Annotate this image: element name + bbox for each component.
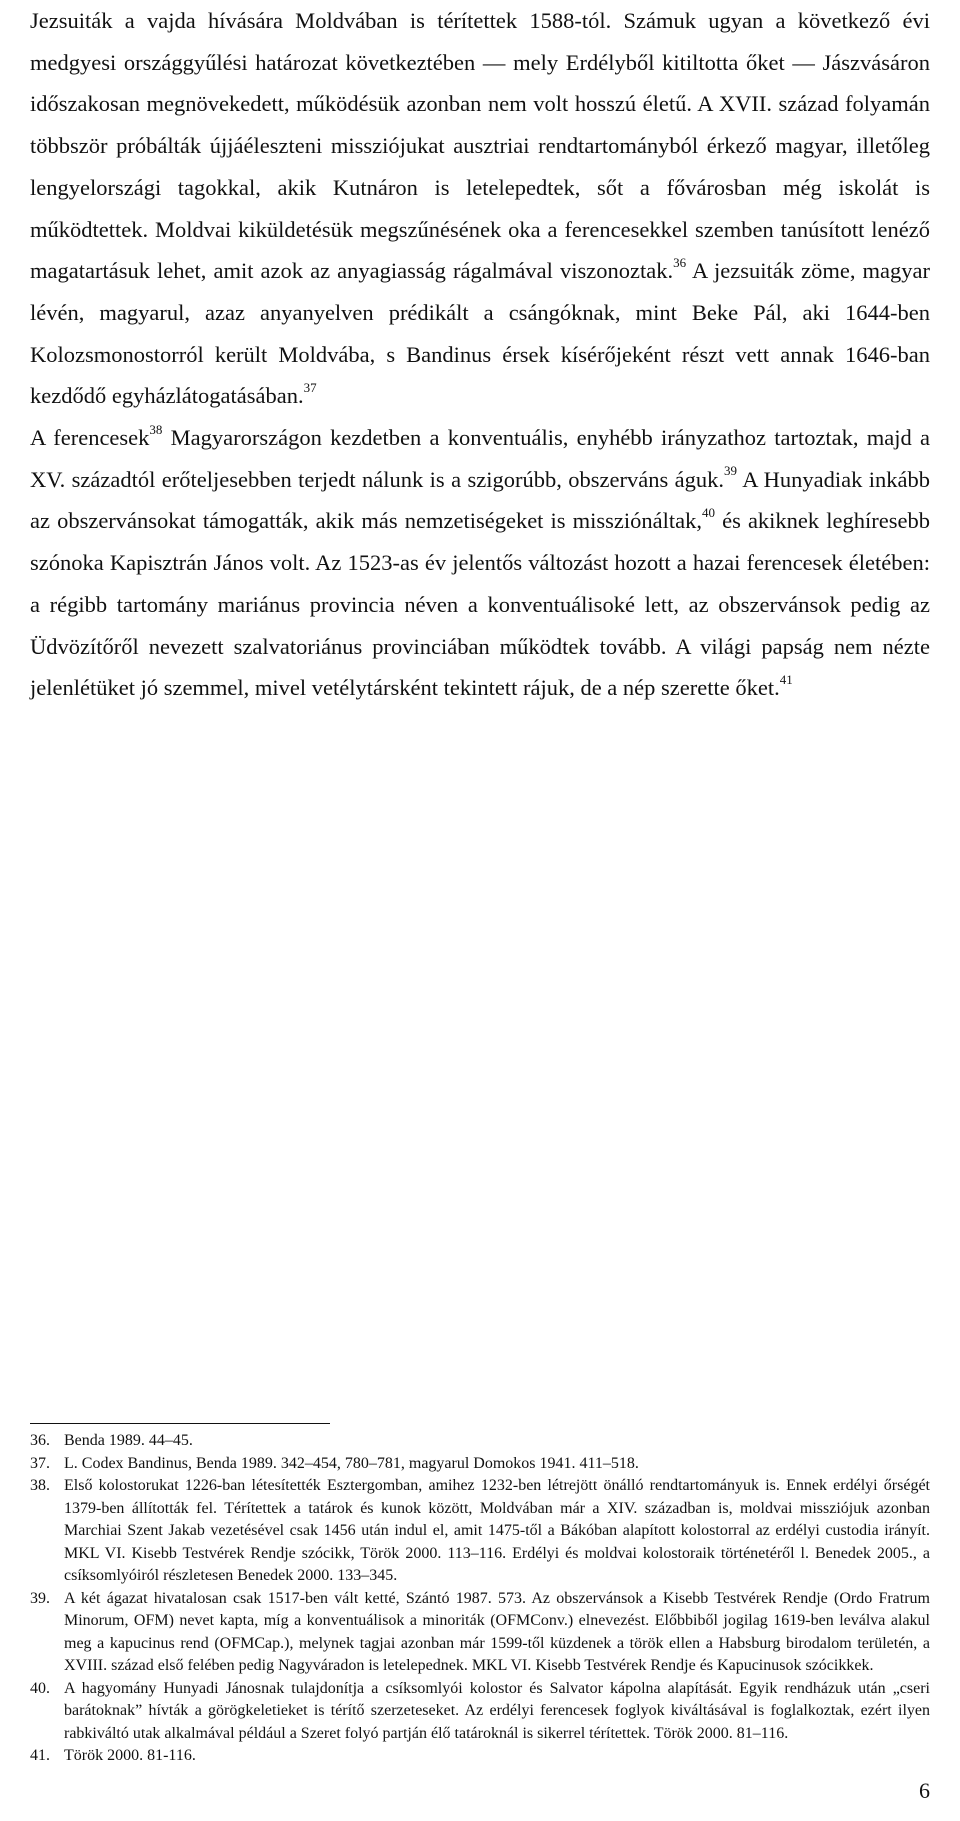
footnote-text: Első kolostorukat 1226-ban létesítették Esztergomban, amihez 1232-ben létrejött önálló rendtartományuk is. Ennek erdélyi őrségét 1379-ben állították fel. Térítettek a tatárok és kunok között, Moldvában már a XIV. században is, moldvai missziójuk azonban Marchiai Szent Jakab vezetésével csak 1456 után indul el, amit 1475-től a Bákóban alapított kolostorral az erdélyi custodia irányít. MKL VI. Kisebb Testvérek Rendje szócikk, Török 2000. 113–116. Erdélyi és moldvai kolostoraik történetéről l. Benedek 2005., a csíksomlyóiról részletesen Benedek 2000. 133–345.: [64, 1477, 930, 1584]
footnote-ref-39[interactable]: 39: [724, 463, 738, 479]
footnote-39: [30, 1588, 930, 1678]
footnote-separator: [30, 1423, 330, 1424]
paragraph-text: A jezsuiták zöme, magyar lévén, magyarul, azaz anyanyelven prédikált a csángóknak, mint Beke Pál, aki 1644-ben Kolozsmonostorról került Moldvába, s Bandinus érsek kísérőjeként részt vett annak 1646-ban kezdődő egyházlátogatásában.: [30, 258, 930, 409]
footnote-41: [30, 1745, 930, 1768]
footnote-text: Török 2000. 81-116.: [64, 1747, 196, 1764]
paragraph-jesuits: [30, 0, 930, 417]
footnote-ref-41[interactable]: 41: [779, 671, 793, 687]
footnote-number: 38.: [30, 1477, 50, 1494]
paragraph-franciscans: [30, 417, 930, 709]
footnote-ref-37[interactable]: 37: [303, 379, 317, 395]
footnote-37: [30, 1453, 930, 1476]
footnote-text: A hagyomány Hunyadi Jánosnak tulajdonítja a csíksomlyói kolostor és Salvator kápolna alapítását. Egyik rendházuk után „cseri barátoknak” hívták a görögkeletieket is térítő szerzeteseket. Az erdélyi ferencesek foglyok kiváltásával is foglalkoztak, ezért ilyen rabkiváltó utak alkalmával például a Szeret folyó partján élő tatároknál is sikerrel térítettek. Török 2000. 81–116.: [64, 1679, 930, 1742]
footnote-ref-40[interactable]: 40: [702, 504, 715, 520]
footnote-number: 36.: [30, 1432, 50, 1449]
footnote-40: [30, 1678, 930, 1746]
main-text: [30, 0, 930, 709]
page-number: 6: [919, 1778, 930, 1803]
footnote-text: A két ágazat hivatalosan csak 1517-ben vált ketté, Szántó 1987. 573. Az obszervánsok a Kisebb Testvérek Rendje (Ordo Fratrum Minorum, OFM) nevet kapta, míg a konventuálisok a minoriták (OFMConv.) elnevezést. Előbbiből jogilag 1619-ben leválva alakul meg a kapucinus rend (OFMCap.), melynek tagjai azonban már 1599-től küzdenek a török ellen a Habsburg birodalom területén, a XVIII. század első felében pedig Nagyváradon is letelepednek. MKL VI. Kisebb Testvérek Rendje és Kapucinusok szócikkek.: [64, 1589, 930, 1674]
paragraph-text: és akiknek leghíresebb szónoka Kapisztrán János volt. Az 1523-as év jelentős változást hozott a hazai ferencesek életében: a régibb tartomány mariánus provincia néven a konventuálisoké lett, az obszervánsok pedig az Üdvözítőről nevezett szalvatoriánus provinciában működtek tovább. A világi papság nem nézte jelenlétüket jó szemmel, mivel vetélytársként tekintett rájuk, de a nép szerette őket.: [30, 508, 930, 701]
footnote-number: 37.: [30, 1454, 50, 1472]
paragraph-text: Jezsuiták a vajda hívására Moldvában is térítettek 1588-tól. Számuk ugyan a következő évi medgyesi országgyűlési határozat következtében — mely Erdélyből kitiltotta őket — Jászvásáron időszakosan megnövekedett, működésük azonban nem volt hosszú életű. A XVII. század folyamán többször próbálták újjáéleszteni missziójukat ausztriai rendtartományból érkező magyar, illetőleg lengyelországi tagokkal, akik Kutnáron is letelepedtek, sőt a fővárosban még iskolát is működtettek. Moldvai kiküldetésük megszűnésének oka a ferencesekkel szemben tanúsított lenéző magatartásuk lehet, amit azok az anyagiasság rágalmával viszonoztak.: [30, 8, 930, 284]
footnotes: [30, 1430, 930, 1768]
footnote-number: 41.: [30, 1747, 50, 1764]
paragraph-text: A Hunyadiak inkább az obszervánsokat támogatták, akik más nemzetiségeket is missziónáltak,: [30, 466, 930, 534]
footnote-38: [30, 1475, 930, 1588]
paragraph-text: Magyarországon kezdetben a konventuális, enyhébb irányzathoz tartoztak, majd a XV. századtól erőteljesebben terjedt nálunk is a szigorúbb, obszerváns águk.: [30, 425, 930, 492]
footnote-ref-36[interactable]: 36: [673, 254, 687, 270]
footnote-ref-38[interactable]: 38: [149, 421, 163, 437]
footnote-text: L. Codex Bandinus, Benda 1989. 342–454, 780–781, magyarul Domokos 1941. 411–518.: [64, 1454, 639, 1472]
paragraph-text: A ferencesek: [30, 425, 150, 451]
footnote-number: 40.: [30, 1679, 50, 1697]
footnote-text: Benda 1989. 44–45.: [64, 1432, 193, 1449]
footnote-36: [30, 1430, 930, 1453]
footnote-number: 39.: [30, 1589, 50, 1607]
